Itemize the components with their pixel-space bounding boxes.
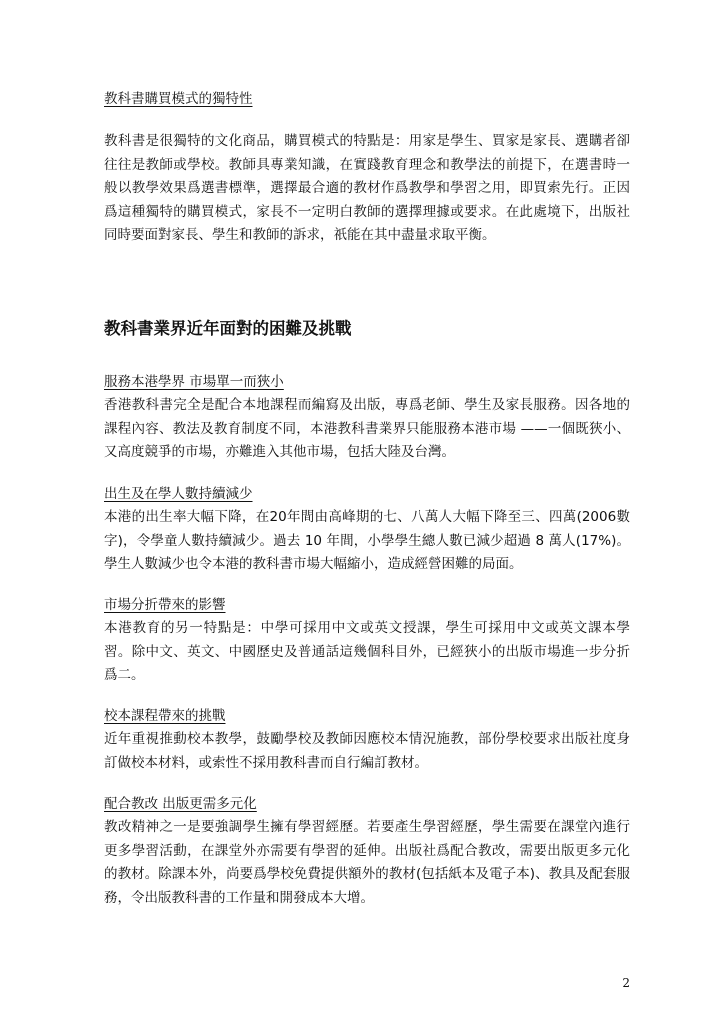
page-number: 2 (622, 976, 630, 990)
subsection-paragraph: 本港教育的另一特點是：中學可採用中文或英文授課，學生可採用中文或英文課本學習。除中文、英文、中國歷史及普通話這幾個科目外，已經狹小的出版市場進一步分折爲二。 (104, 620, 630, 683)
subsection-heading: 校本課程帶來的挑戰 (104, 708, 226, 724)
subsection-heading: 出生及在學人數持續減少 (104, 486, 253, 502)
section-title: 教科書業界近年面對的困難及挑戰 (104, 319, 352, 338)
subsection-heading: 服務本港學界 市場單一而狹小 (104, 374, 284, 390)
subsection-heading: 配合教改 出版更需多元化 (104, 796, 257, 812)
subsection-heading: 市場分折帶來的影響 (104, 597, 226, 613)
intro-heading: 教科書購買模式的獨特性 (104, 91, 253, 107)
subsection-paragraph: 本港的出生率大幅下降，在20年間由高峰期的七、八萬人大幅下降至三、四萬(2006數字)，令學童人數持續減少。過去 10 年間，小學學生總人數已減少超過 8 萬人(17%)。學生人數減少也令本港的教科書市場大幅縮小，造成經營困難的局面。 (104, 509, 630, 572)
subsection-paragraph: 近年重視推動校本教學，鼓勵學校及教師因應校本情況施教，部份學校要求出版社度身訂做校本材料，或索性不採用教科書而自行編訂教材。 (104, 731, 630, 771)
subsection-paragraph: 教改精神之一是要強調學生擁有學習經歷。若要產生學習經歷，學生需要在課堂內進行更多學習活動，在課堂外亦需要有學習的延伸。出版社爲配合教改，需要出版更多元化的教材。除課本外，尚要爲學校免費提供額外的教材(包括紙本及電子本)、教具及配套服務，令出版教科書的工作量和開發成本大增。 (104, 819, 630, 906)
intro-paragraph: 教科書是很獨特的文化商品，購買模式的特點是：用家是學生、買家是家長、選購者卻往往是教師或學校。教師具專業知識，在實踐教育理念和教學法的前提下，在選書時一般以教學效果爲選書標準，選擇最合適的教材作爲教學和學習之用，即買索先行。正因爲這種獨特的購買模式，家長不一定明白教師的選擇理據或要求。在此處境下，出版社同時要面對家長、學生和教師的訴求，祇能在其中盡量求取平衡。 (104, 133, 630, 243)
subsection-paragraph: 香港教科書完全是配合本地課程而編寫及出版，專爲老師、學生及家長服務。因各地的課程內容、教法及教育制度不同，本港教科書業界只能服務本港市場 ——一個既狹小、又高度競爭的市場，亦難進入其他市場，包括大陸及台灣。 (104, 397, 630, 460)
